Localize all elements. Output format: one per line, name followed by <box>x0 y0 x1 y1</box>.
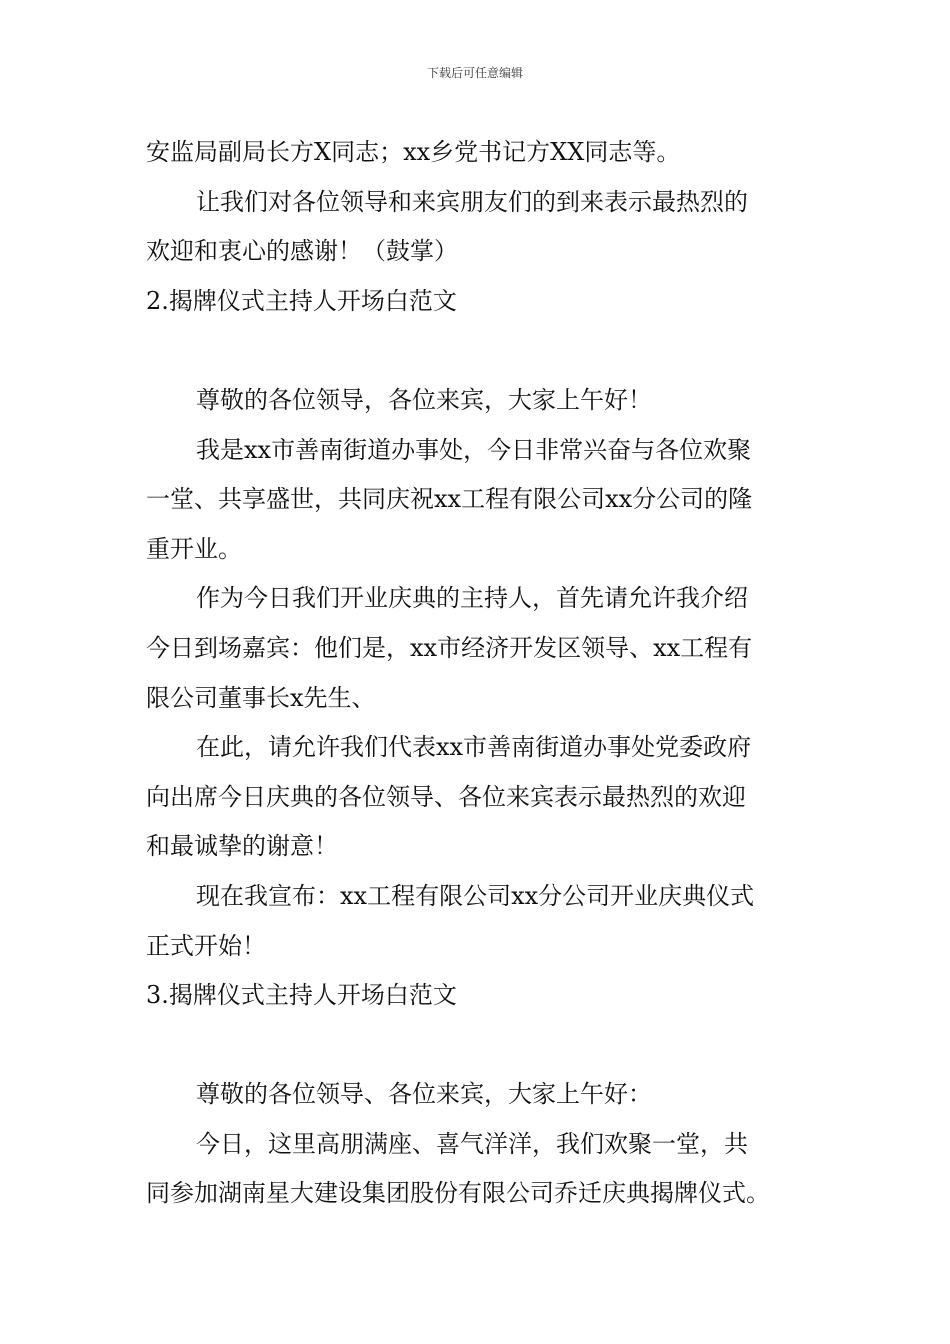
blank-line <box>146 1021 808 1071</box>
text-line: 一堂、共享盛世，共同庆祝xx工程有限公司xx分公司的隆 <box>146 485 753 514</box>
text-line: 我是xx市善南街道办事处，今日非常兴奋与各位欢聚 <box>196 435 752 464</box>
section-heading: 2.揭牌仪式主持人开场白范文 <box>146 286 457 315</box>
text-line: 限公司董事长x先生、 <box>146 683 376 712</box>
header-note: 下载后可任意编辑 <box>426 66 523 80</box>
text-line: 欢迎和衷心的感谢！（鼓掌） <box>146 237 458 266</box>
text-line: 今日到场嘉宾：他们是，xx市经济开发区领导、xx工程有 <box>146 633 753 662</box>
text-line: 正式开始！ <box>146 931 266 960</box>
text-line: 同参加湖南星大建设集团股份有限公司乔迁庆典揭牌仪式。 <box>146 1179 770 1208</box>
text-line: 重开业。 <box>146 534 242 563</box>
text-line: 尊敬的各位领导、各位来宾，大家上午好： <box>196 1080 652 1109</box>
text-line: 作为今日我们开业庆典的主持人，首先请允许我介绍 <box>196 584 748 613</box>
text-line: 在此，请允许我们代表xx市善南街道办事处党委政府 <box>196 733 752 762</box>
blank-line <box>146 326 808 376</box>
text-line: 向出席今日庆典的各位领导、各位来宾表示最热烈的欢迎 <box>146 782 746 811</box>
text-line: 让我们对各位领导和来宾朋友们的到来表示最热烈的 <box>196 187 748 216</box>
text-line: 今日，这里高朋满座、喜气洋洋，我们欢聚一堂，共 <box>196 1129 748 1158</box>
document-body <box>146 128 808 1219</box>
text-line: 现在我宣布：xx工程有限公司xx分公司开业庆典仪式 <box>196 881 755 910</box>
text-line: 和最诚挚的谢意！ <box>146 832 338 861</box>
section-heading: 3.揭牌仪式主持人开场白范文 <box>146 981 457 1010</box>
text-line: 尊敬的各位领导，各位来宾，大家上午好！ <box>196 385 652 414</box>
text-line: 安监局副局长方X同志；xx乡党书记方XX同志等。 <box>146 138 681 166</box>
